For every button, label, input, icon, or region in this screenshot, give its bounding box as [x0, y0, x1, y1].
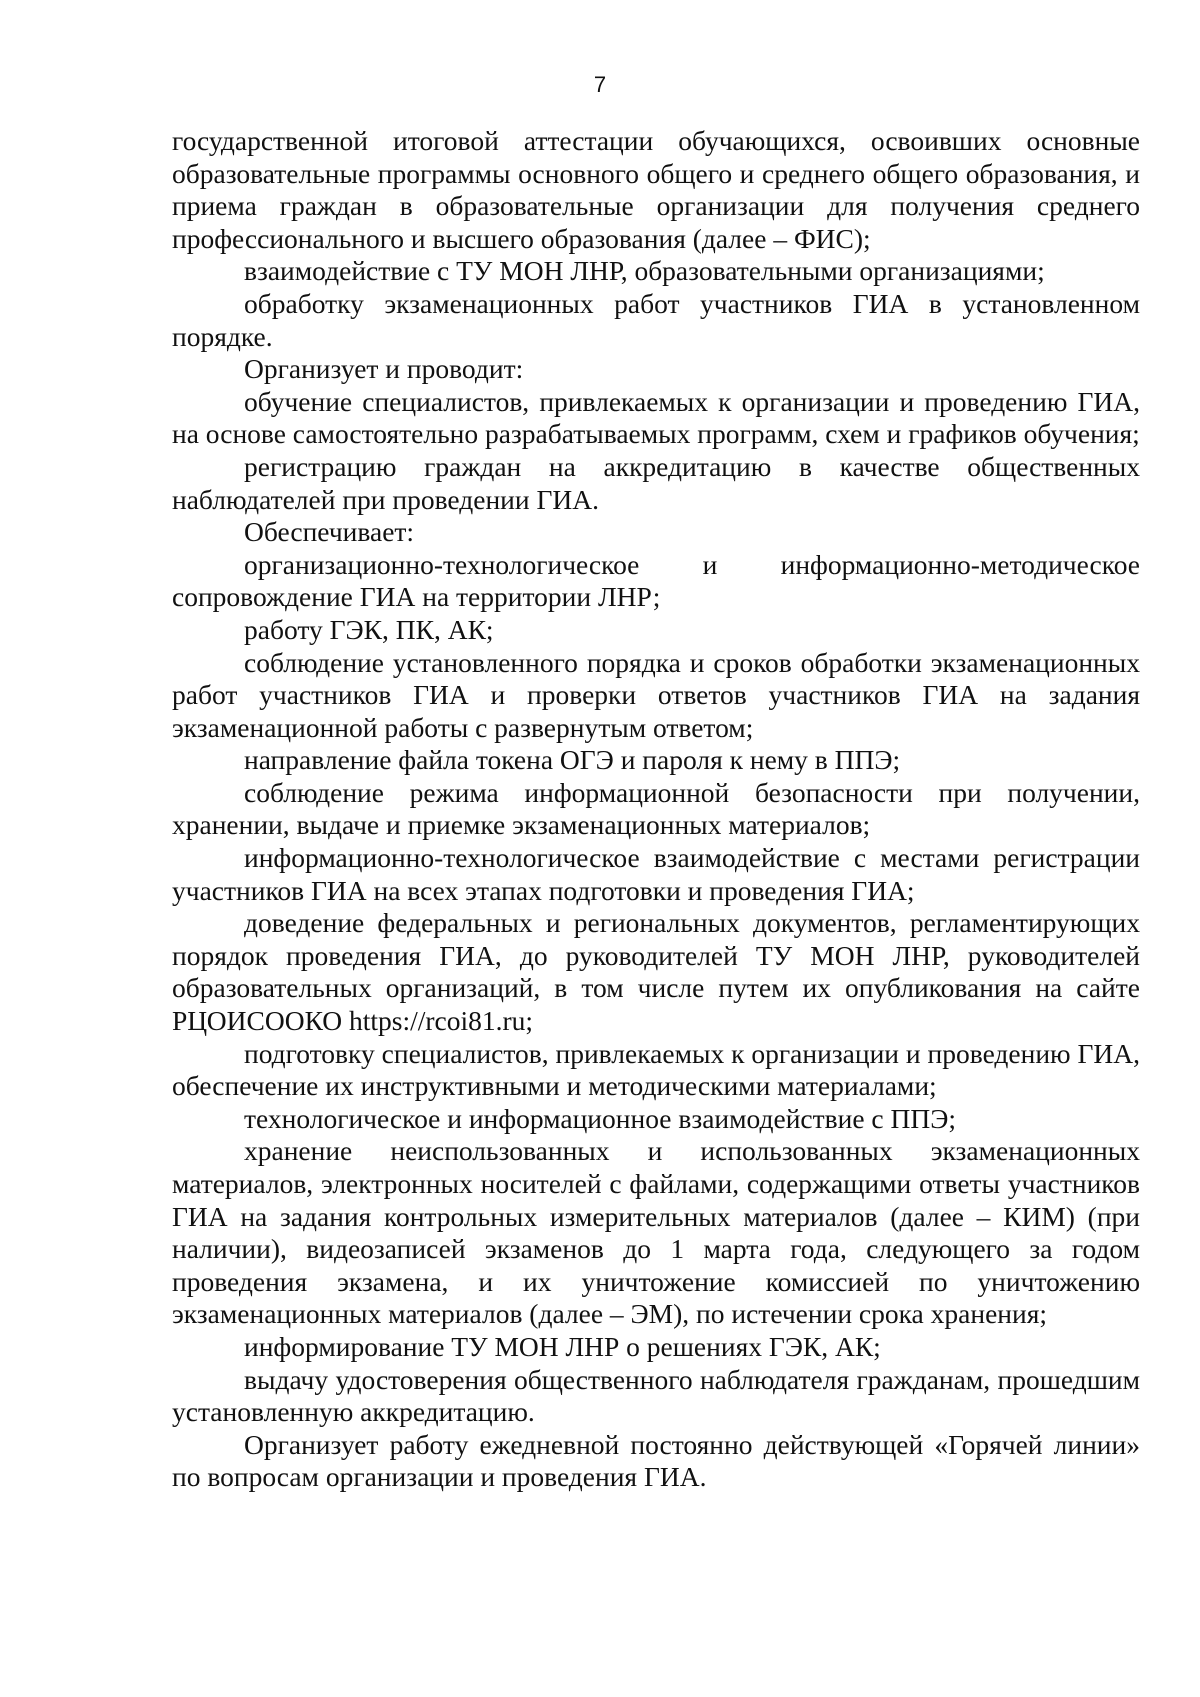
- paragraph: технологическое и информационное взаимодействие с ППЭ;: [244, 1102, 957, 1134]
- paragraph: Организует работу ежедневной постоянно действующей «Горячей линии» по вопросам организации и проведения ГИА.: [172, 1428, 1140, 1493]
- paragraph: взаимодействие с ТУ МОН ЛНР, образовательными организациями;: [244, 255, 1045, 287]
- paragraph: государственной итоговой аттестации обучающихся, освоивших основные образовательные программы основного общего и среднего общего образования, и приема граждан в образовательные организации для получения среднего профессионального и высшего образования (далее – ФИС);: [172, 125, 1140, 254]
- paragraph: соблюдение режима информационной безопасности при получении, хранении, выдаче и приемке экзаменационных материалов;: [172, 776, 1140, 841]
- paragraph: направление файла токена ОГЭ и пароля к нему в ППЭ;: [244, 744, 901, 776]
- paragraph: обучение специалистов, привлекаемых к организации и проведению ГИА, на основе самостоятельно разрабатываемых программ, схем и графиков обучения;: [172, 385, 1140, 450]
- paragraph: доведение федеральных и региональных документов, регламентирующих порядок проведения ГИА, до руководителей ТУ МОН ЛНР, руководителей образовательных организаций, в том числе путем их опубликования на сайте РЦОИСООКО https://rcoi81.ru;: [172, 907, 1140, 1037]
- page-number: 7: [593, 72, 607, 97]
- paragraph: работу ГЭК, ПК, АК;: [244, 613, 494, 645]
- section-heading: Обеспечивает:: [244, 516, 415, 548]
- paragraph: обработку экзаменационных работ участников ГИА в установленном порядке.: [172, 287, 1140, 352]
- paragraph: информирование ТУ МОН ЛНР о решениях ГЭК, АК;: [244, 1330, 881, 1362]
- document-body: [172, 125, 1140, 1494]
- paragraph: соблюдение установленного порядка и сроков обработки экзаменационных работ участников ГИА и проверки ответов участников ГИА на задания экзаменационной работы с развернутым ответом;: [172, 646, 1140, 743]
- paragraph: хранение неиспользованных и использованных экзаменационных материалов, электронных носителей с файлами, содержащими ответы участников ГИА на задания контрольных измерительных материалов (далее – КИМ) (при наличии), видеозаписей экзаменов до 1 марта года, следующего за годом проведения экзамена, и их уничтожение комиссией по уничтожению экзаменационных материалов (далее – ЭМ), по истечении срока хранения;: [172, 1135, 1140, 1330]
- paragraph: регистрацию граждан на аккредитацию в качестве общественных наблюдателей при проведении ГИА.: [172, 450, 1140, 515]
- paragraph: выдачу удостоверения общественного наблюдателя гражданам, прошедшим установленную аккредитацию.: [172, 1363, 1140, 1428]
- paragraph: информационно-технологическое взаимодействие с местами регистрации участников ГИА на всех этапах подготовки и проведения ГИА;: [172, 842, 1140, 906]
- section-heading: Организует и проводит:: [244, 353, 524, 385]
- paragraph: подготовку специалистов, привлекаемых к организации и проведению ГИА, обеспечение их инструктивными и методическими материалами;: [172, 1037, 1140, 1102]
- paragraph: организационно-технологическое и информационно-методическое сопровождение ГИА на территории ЛНР;: [172, 548, 1140, 613]
